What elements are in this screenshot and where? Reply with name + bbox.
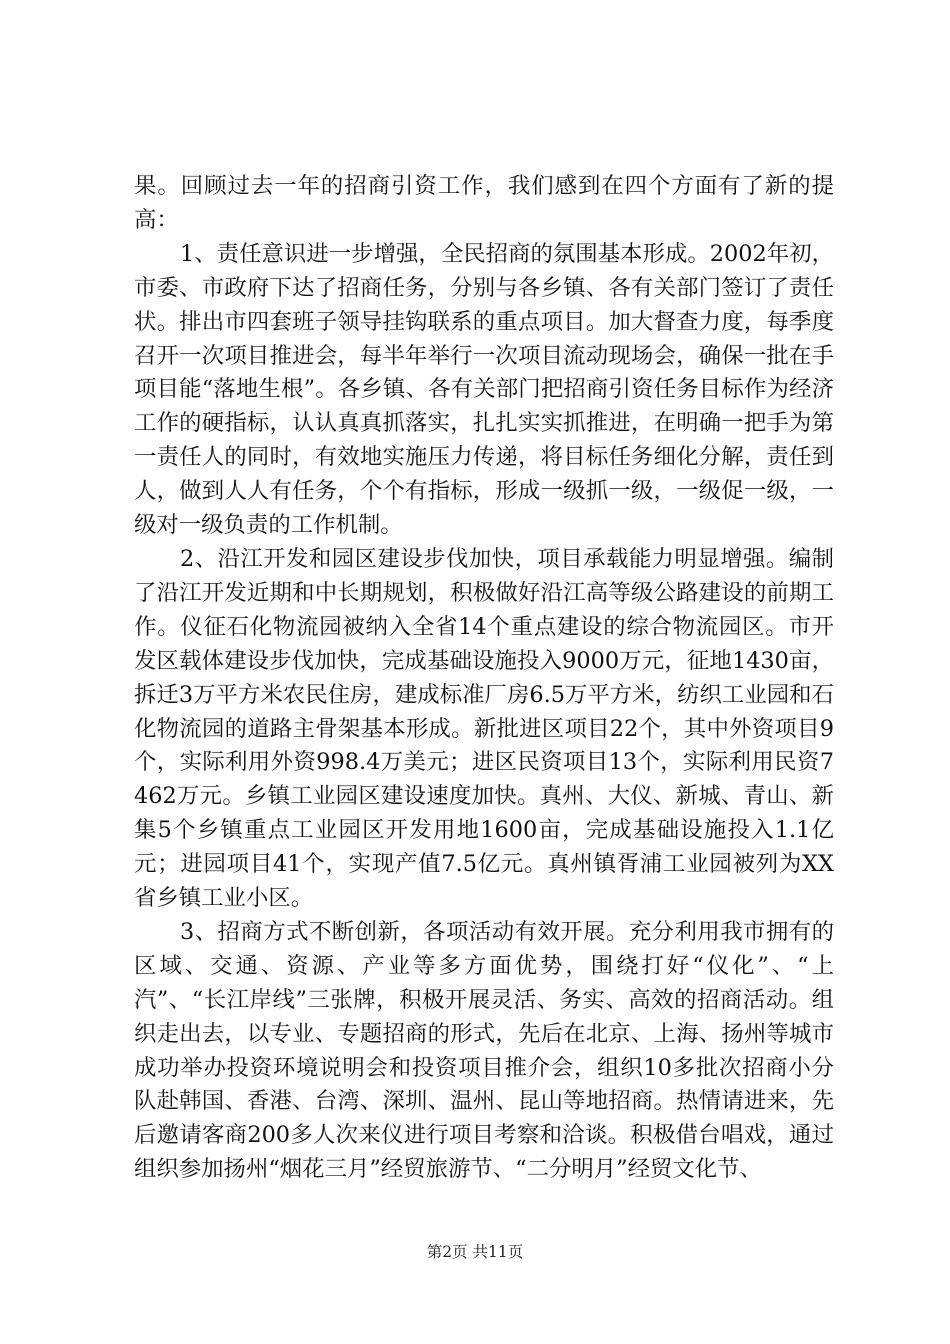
document-body: [134, 170, 834, 1187]
paragraph-point-2: 2、沿江开发和园区建设步伐加快，项目承载能力明显增强。编制了沿江开发近期和中长期规划，积极做好沿江高等级公路建设的前期工作。仪征石化物流园被纳入全省14个重点建设的综合物流园区。市开发区载体建设步伐加快，完成基础设施投入9000万元，征地1430亩，拆迁3万平方米农民住房，建成标准厂房6.5万平方米，纺织工业园和石化物流园的道路主骨架基本形成。新批进区项目22个，其中外资项目9个，实际利用外资998.4万美元；进区民资项目13个，实际利用民资7462万元。乡镇工业园区建设速度加快。真州、大仪、新城、青山、新集5个乡镇重点工业园区开发用地1600亩，完成基础设施投入1.1亿元；进园项目41个，实现产值7.5亿元。真州镇胥浦工业园被列为XX省乡镇工业小区。: [134, 545, 834, 912]
paragraph-intro-continuation: 果。回顾过去一年的招商引资工作，我们感到在四个方面有了新的提高：: [134, 173, 834, 233]
paragraph-point-1: 1、责任意识进一步增强，全民招商的氛围基本形成。2002年初，市委、市政府下达了招商任务，分别与各乡镇、各有关部门签订了责任状。排出市四套班子领导挂钩联系的重点项目。加大督查力度，每季度召开一次项目推进会，每半年举行一次项目流动现场会，确保一批在手项目能“落地生根”。各乡镇、各有关部门把招商引资任务目标作为经济工作的硬指标，认认真真抓落实，扎扎实实抓推进，在明确一把手为第一责任人的同时，有效地实施压力传递，将目标任务细化分解，责任到人，做到人人有任务，个个有指标，形成一级抓一级，一级促一级，一级对一级负责的工作机制。: [134, 240, 834, 539]
paragraph-point-3: 3、招商方式不断创新，各项活动有效开展。充分利用我市拥有的区域、交通、资源、产业等多方面优势，围绕打好“仪化”、“上汽”、“长江岸线”三张牌，积极开展灵活、务实、高效的招商活动。组织走出去，以专业、专题招商的形式，先后在北京、上海、扬州等城市成功举办投资环境说明会和投资项目推介会，组织10多批次招商小分队赴韩国、香港、台湾、深圳、温州、昆山等地招商。热情请进来，先后邀请客商200多人次来仪进行项目考察和洽谈。积极借台唱戏，通过组织参加扬州“烟花三月”经贸旅游节、“二分明月”经贸文化节、: [134, 918, 834, 1183]
page-number-footer: 第2页 共11页: [426, 1243, 524, 1261]
